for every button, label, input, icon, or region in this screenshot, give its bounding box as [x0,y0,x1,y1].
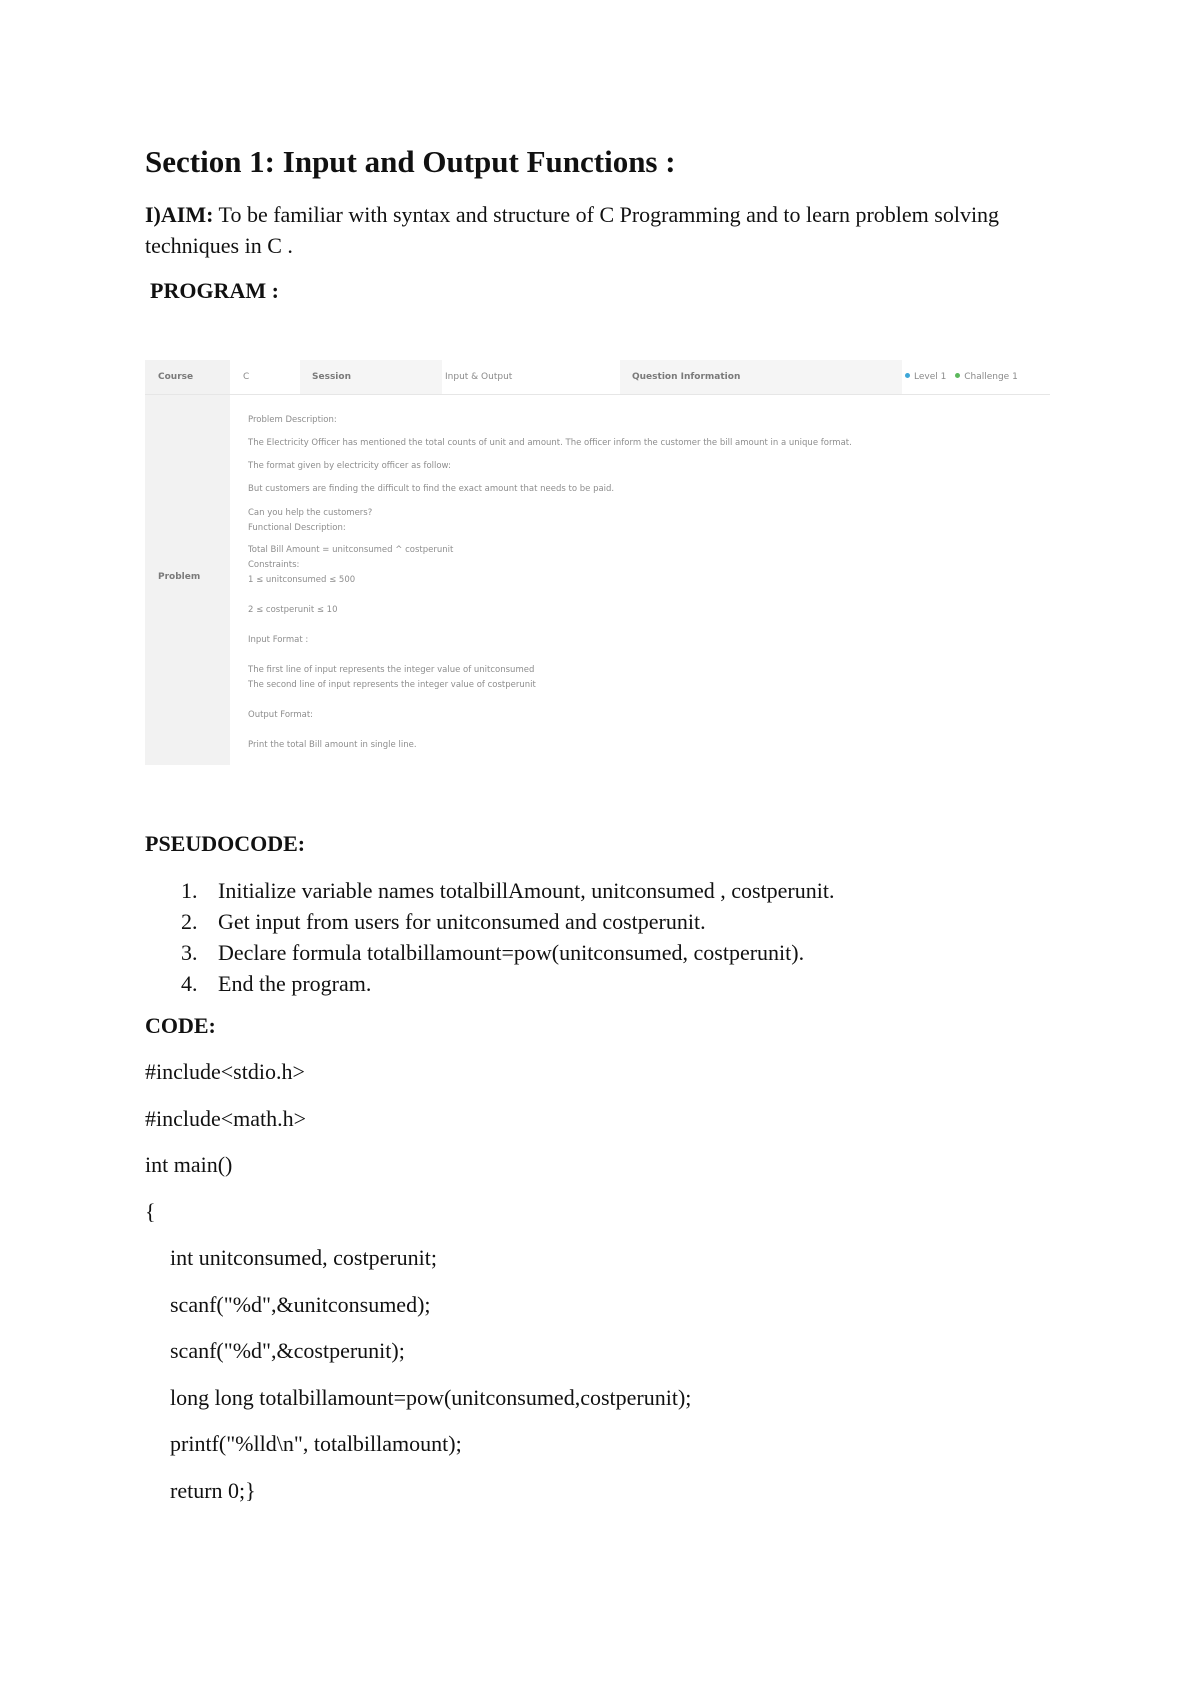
problem-screenshot [145,360,1050,765]
question-info-label: Question Information [620,360,902,394]
pseudocode-heading: PSEUDOCODE: [145,831,306,856]
document-page: Section 1: Input and Output Functions : I)AIM: To be familiar with syntax and structure of C Programming and to learn problem solving techniques in C . PROGRAM : Course C Session Input & Output Question Information Level 1 Challenge 1 Problem Problem Description: The Electricity Officer has mentioned the total counts of unit and amount. The officer inform the customer the bill amount in a unique format. The format given by electricity officer as follow: But customers are finding the difficult to find the exact amount that needs to be paid. Can you help the customers? Functional Description: Total Bill Amount = unitconsumed ^ costperunit Constraints: 1 ≤ unitconsumed ≤ 500 2 ≤ costperunit ≤ 10 Input Format : The first line of input represents the integer value of unitconsumed The second line of input represents the integer value of costperunit Output Format: Print the total Bill amount in single line. PSEUDOCODE: 1. Initialize variable names totalbillAmount, unitconsumed , costperunit. 2. Get input from users for unitconsumed and costperunit. 3. Declare formula totalbillamount=pow(unitconsumed, costperunit). 4. End the program. CODE: #include<stdio.h> #include<math.h> int main() { int unitconsumed, costperunit; scanf("%d",&unitconsumed); scanf("%d",&costperunit); long long totalbillamount=pow(unitconsumed,costperunit); printf("%lld\n", totalbillamount); return 0;} [0,0,1200,1696]
code-line: int main() [145,1152,233,1177]
code-line: scanf("%d",&unitconsumed); [170,1291,431,1317]
code-line: { [145,1198,156,1224]
problem-line: Can you help the customers? [248,508,373,518]
code-line: scanf("%d",&costperunit); [170,1338,405,1363]
level-dot-icon [905,373,910,378]
code-heading: CODE: [145,1013,216,1038]
code-line: return 0;} [170,1477,256,1503]
problem-line: 1 ≤ unitconsumed ≤ 500 [248,575,356,585]
level-badge: Level 1 Challenge 1 [905,360,1018,394]
problem-label-column [145,360,230,765]
code-line: #include<math.h> [145,1105,307,1131]
code-block [145,1059,691,1524]
problem-line: The format given by electricity officer as follow: [248,461,451,471]
problem-line: Output Format: [248,710,314,720]
problem-line: Constraints: [248,560,300,570]
code-line: printf("%lld\n", totalbillamount); [170,1431,462,1456]
problem-line: Input Format : [248,635,309,645]
session-label: Session [300,360,442,394]
section-title: Section 1: Input and Output Functions : [145,144,676,179]
problem-line: The second line of input represents the integer value of costperunit [248,680,536,690]
problem-line: Total Bill Amount = unitconsumed ^ costperunit [248,545,454,555]
aim-text: To be familiar with syntax and structure of C Programming and to learn problem solving techniques in C . [145,202,1000,258]
aim-paragraph [145,199,1045,261]
problem-line: Functional Description: [248,523,346,533]
code-line: int unitconsumed, costperunit; [170,1245,438,1270]
problem-label: Problem [158,572,201,582]
problem-line: 2 ≤ costperunit ≤ 10 [248,605,338,615]
course-label: Course [158,372,194,382]
session-value: Input & Output [445,372,513,382]
problem-line: The first line of input represents the integer value of unitconsumed [248,665,535,675]
challenge-dot-icon [955,373,960,378]
program-label: PROGRAM : [150,278,279,303]
problem-line: The Electricity Officer has mentioned the total counts of unit and amount. The officer inform the customer the bill amount in a unique format. [248,438,852,448]
problem-line: Print the total Bill amount in single line. [248,740,417,750]
problem-line: But customers are finding the difficult to find the exact amount that needs to be paid. [248,484,615,494]
code-line: #include<stdio.h> [145,1059,305,1084]
problem-line: Problem Description: [248,415,337,425]
course-value: C [243,372,250,382]
screenshot-header [145,360,1050,395]
code-line: long long totalbillamount=pow(unitconsumed,costperunit); [170,1384,692,1410]
aim-label: I)AIM: [145,202,214,227]
